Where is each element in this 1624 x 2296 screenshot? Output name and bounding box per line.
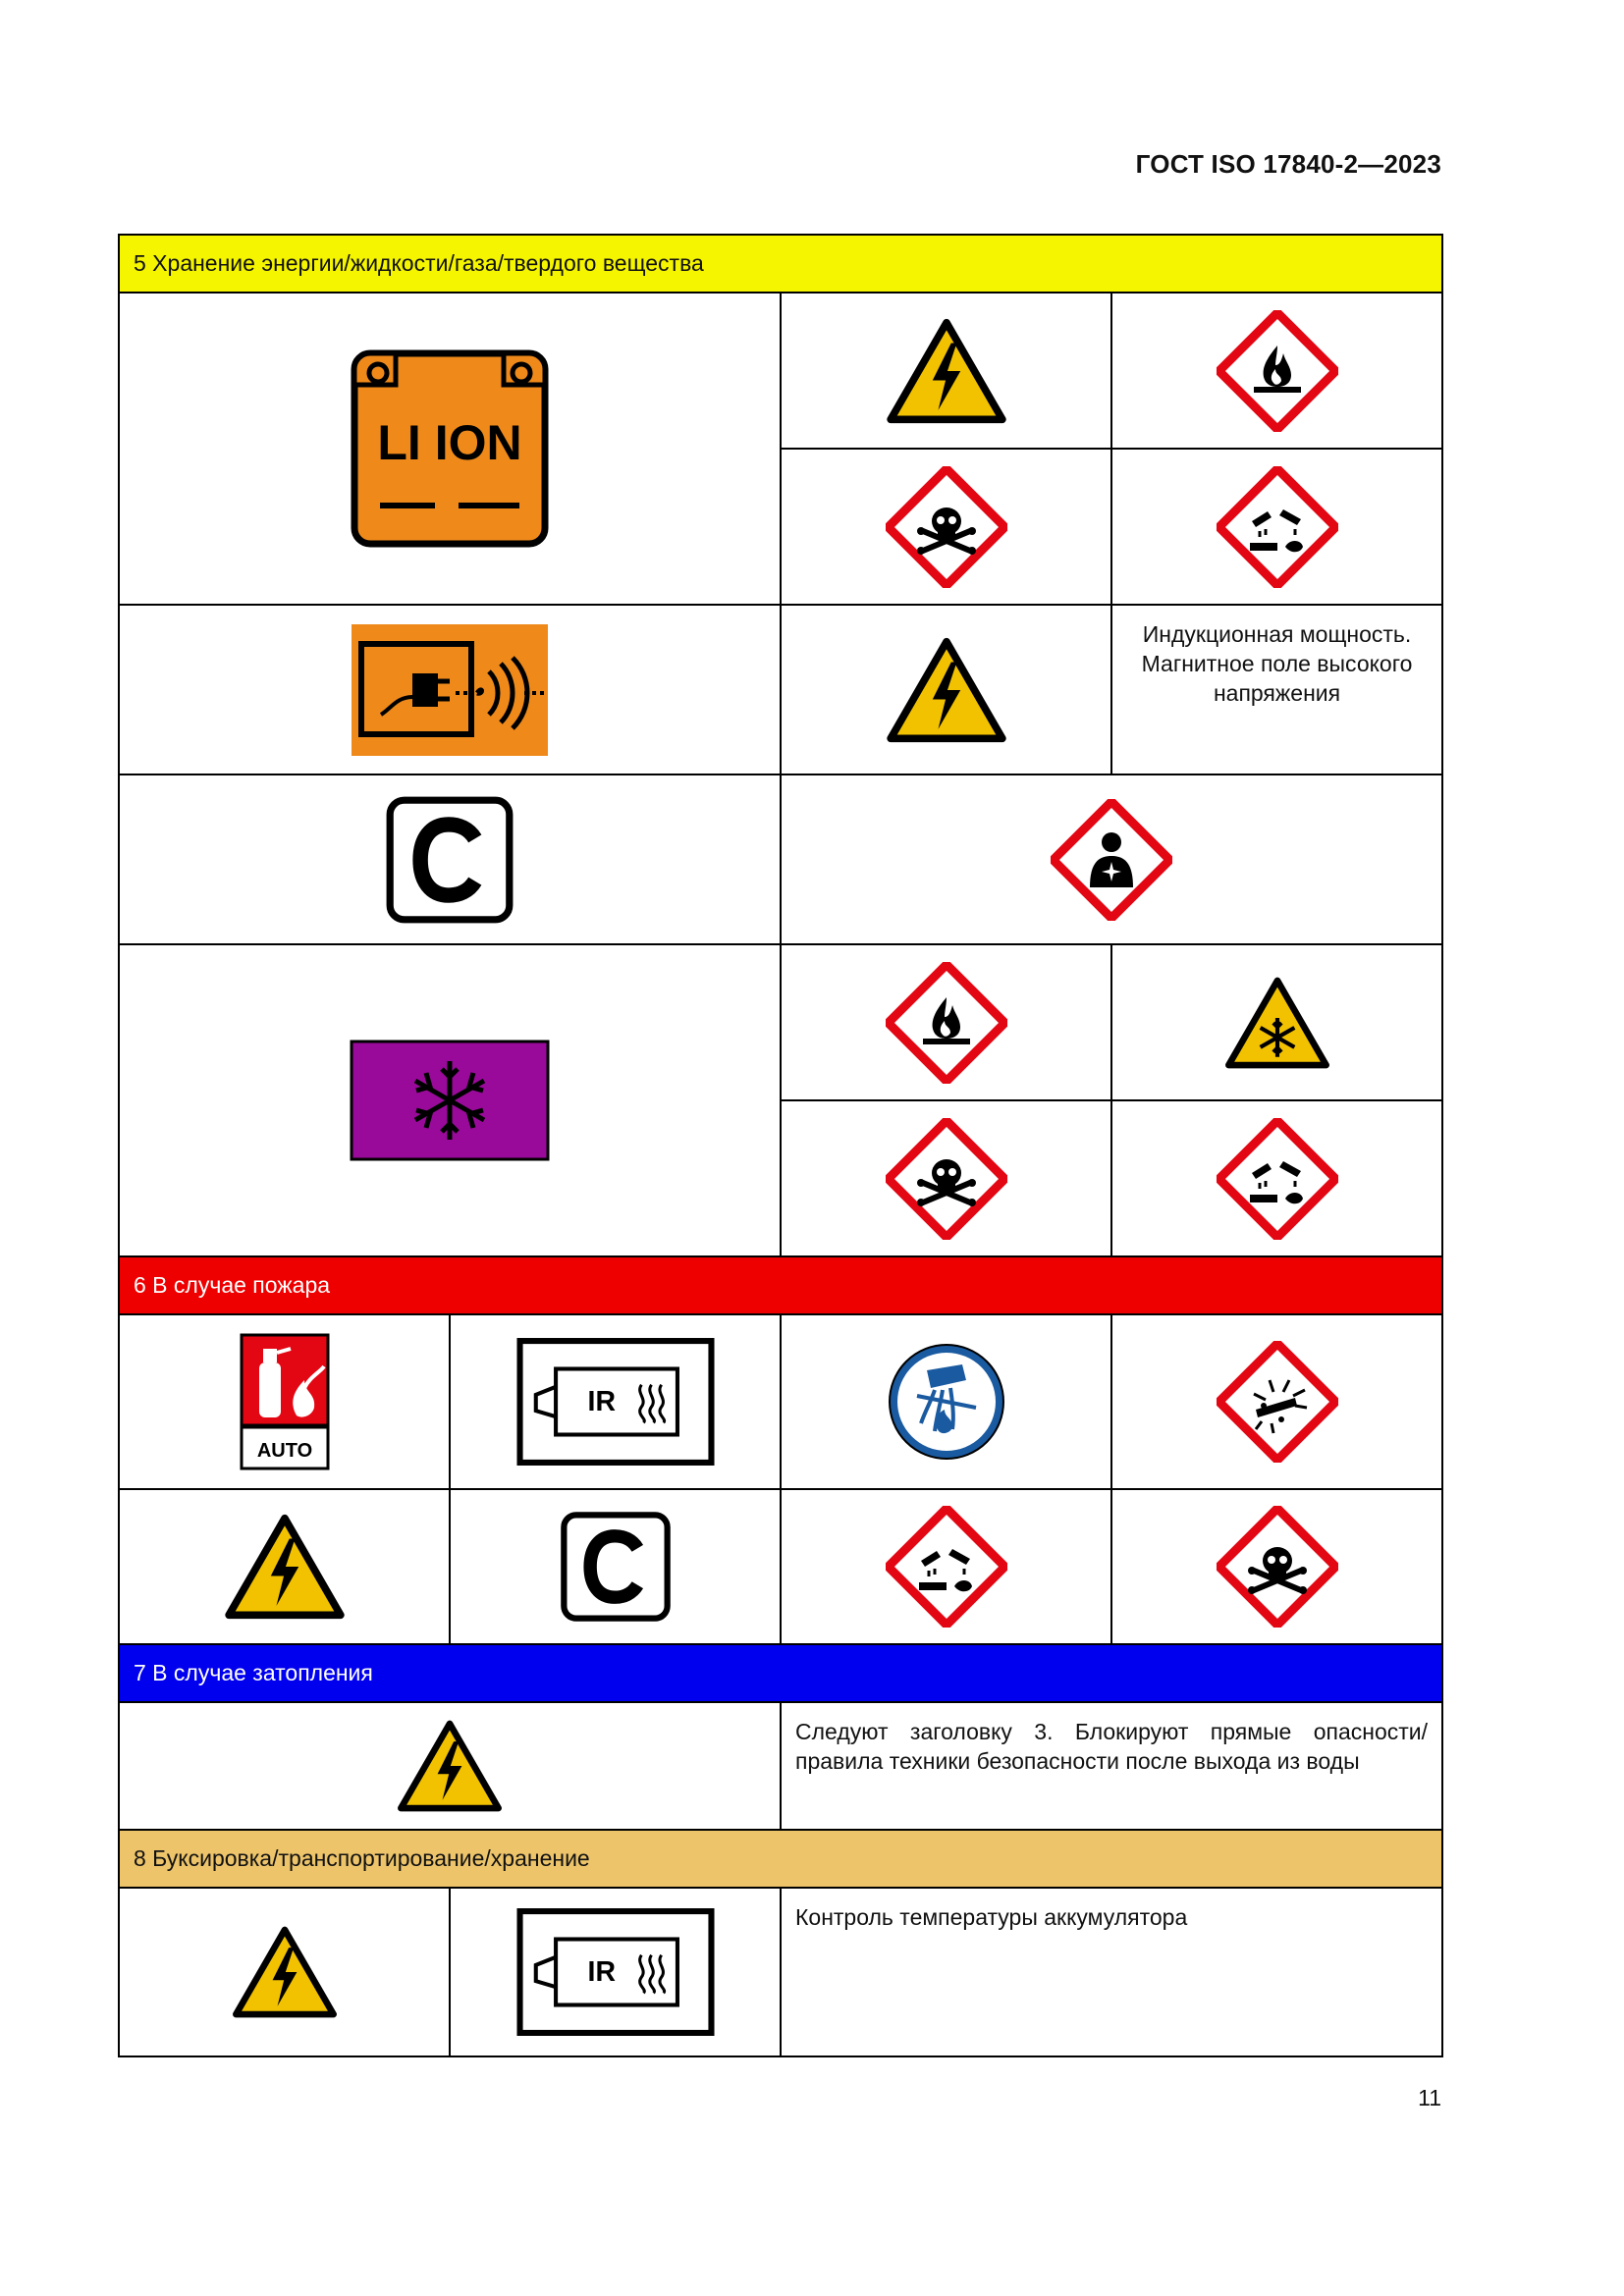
table-row bbox=[119, 293, 1442, 449]
ir-label: IR bbox=[587, 1386, 616, 1418]
compressed-gas-c-icon bbox=[559, 1510, 673, 1624]
section-7-header-row bbox=[119, 1644, 1442, 1702]
high-voltage-warning-icon bbox=[232, 1925, 338, 2019]
symbol-cell bbox=[781, 449, 1111, 605]
symbol-cell bbox=[1111, 293, 1442, 449]
document-number: ГОСТ ISO 17840-2—2023 bbox=[1135, 149, 1441, 179]
symbol-cell bbox=[1111, 1100, 1442, 1256]
ghs-toxic-icon bbox=[886, 466, 1007, 588]
towing-note: Контроль температуры аккумулятора bbox=[781, 1888, 1442, 2056]
table-row bbox=[119, 605, 1442, 774]
li-ion-label: LI ION bbox=[377, 415, 522, 470]
fire-extinguisher-auto-icon bbox=[240, 1333, 330, 1470]
symbol-cell bbox=[1111, 1489, 1442, 1644]
ir-label: IR bbox=[587, 1956, 616, 1989]
section-5-title: 5 Хранение энергии/жидкости/газа/твердого вещества bbox=[119, 235, 1442, 293]
section-5-header-row bbox=[119, 235, 1442, 293]
ghs-flammable-icon bbox=[886, 962, 1007, 1084]
symbol-cell bbox=[450, 1489, 781, 1644]
use-water-mandatory-icon bbox=[886, 1341, 1007, 1463]
ghs-explosive-icon bbox=[1217, 1341, 1338, 1463]
cryogenic-storage-icon bbox=[350, 1040, 550, 1161]
symbol-cell bbox=[450, 1888, 781, 2056]
section-8-title: 8 Буксировка/транспортирование/хранение bbox=[119, 1830, 1442, 1888]
table-row bbox=[119, 1888, 1442, 2056]
symbol-cell bbox=[781, 1314, 1111, 1489]
section-6-header-row bbox=[119, 1256, 1442, 1314]
li-ion-cell bbox=[119, 293, 781, 605]
symbol-cell bbox=[119, 1888, 450, 2056]
flood-note: Следуют заголовку 3. Блокируют прямые опасности/ правила техники безопасности после выхода из воды bbox=[781, 1702, 1442, 1830]
ghs-toxic-icon bbox=[1217, 1506, 1338, 1628]
auto-label: AUTO bbox=[256, 1440, 312, 1462]
page-number: 11 bbox=[1418, 2085, 1441, 2110]
ghs-toxic-icon bbox=[886, 1118, 1007, 1240]
ghs-flammable-icon bbox=[1217, 310, 1338, 432]
wireless-charging-cell bbox=[119, 605, 781, 774]
symbol-cell bbox=[781, 944, 1111, 1100]
section-8-header-row bbox=[119, 1830, 1442, 1888]
symbol-cell bbox=[781, 293, 1111, 449]
wireless-charging-icon bbox=[352, 624, 548, 756]
table-row bbox=[119, 1314, 1442, 1489]
symbol-cell bbox=[119, 1314, 450, 1489]
ir-thermal-camera-icon bbox=[515, 1907, 716, 2037]
ghs-corrosive-icon bbox=[1217, 1118, 1338, 1240]
induction-note: Индукционная мощность. Магнитное поле высокого напряжения bbox=[1111, 605, 1442, 774]
symbol-cell bbox=[781, 774, 1442, 944]
table-row bbox=[119, 944, 1442, 1100]
ghs-corrosive-icon bbox=[886, 1506, 1007, 1628]
symbol-cell bbox=[781, 1100, 1111, 1256]
symbol-cell bbox=[119, 1702, 781, 1830]
cryogenic-cell bbox=[119, 944, 781, 1256]
ir-thermal-camera-icon bbox=[515, 1337, 716, 1467]
compressed-gas-c-icon bbox=[384, 794, 515, 926]
symbol-cell bbox=[450, 1314, 781, 1489]
ghs-health-hazard-icon bbox=[1051, 799, 1172, 921]
high-voltage-warning-icon bbox=[224, 1513, 346, 1621]
table-row bbox=[119, 1489, 1442, 1644]
symbol-cell bbox=[1111, 449, 1442, 605]
safety-symbols-table bbox=[118, 234, 1443, 2057]
symbol-cell bbox=[1111, 1314, 1442, 1489]
symbol-cell bbox=[1111, 944, 1442, 1100]
low-temperature-warning-icon bbox=[1224, 976, 1330, 1070]
symbol-cell bbox=[781, 605, 1111, 774]
symbol-cell bbox=[781, 1489, 1111, 1644]
symbol-cell bbox=[119, 1489, 450, 1644]
table-row bbox=[119, 774, 1442, 944]
li-ion-battery-icon bbox=[351, 349, 549, 548]
section-7-title: 7 В случае затопления bbox=[119, 1644, 1442, 1702]
high-voltage-warning-icon bbox=[397, 1719, 503, 1813]
section-6-title: 6 В случае пожара bbox=[119, 1256, 1442, 1314]
compressed-gas-cell bbox=[119, 774, 781, 944]
high-voltage-warning-icon bbox=[886, 317, 1007, 425]
ghs-corrosive-icon bbox=[1217, 466, 1338, 588]
table-row bbox=[119, 1702, 1442, 1830]
high-voltage-warning-icon bbox=[886, 636, 1007, 744]
